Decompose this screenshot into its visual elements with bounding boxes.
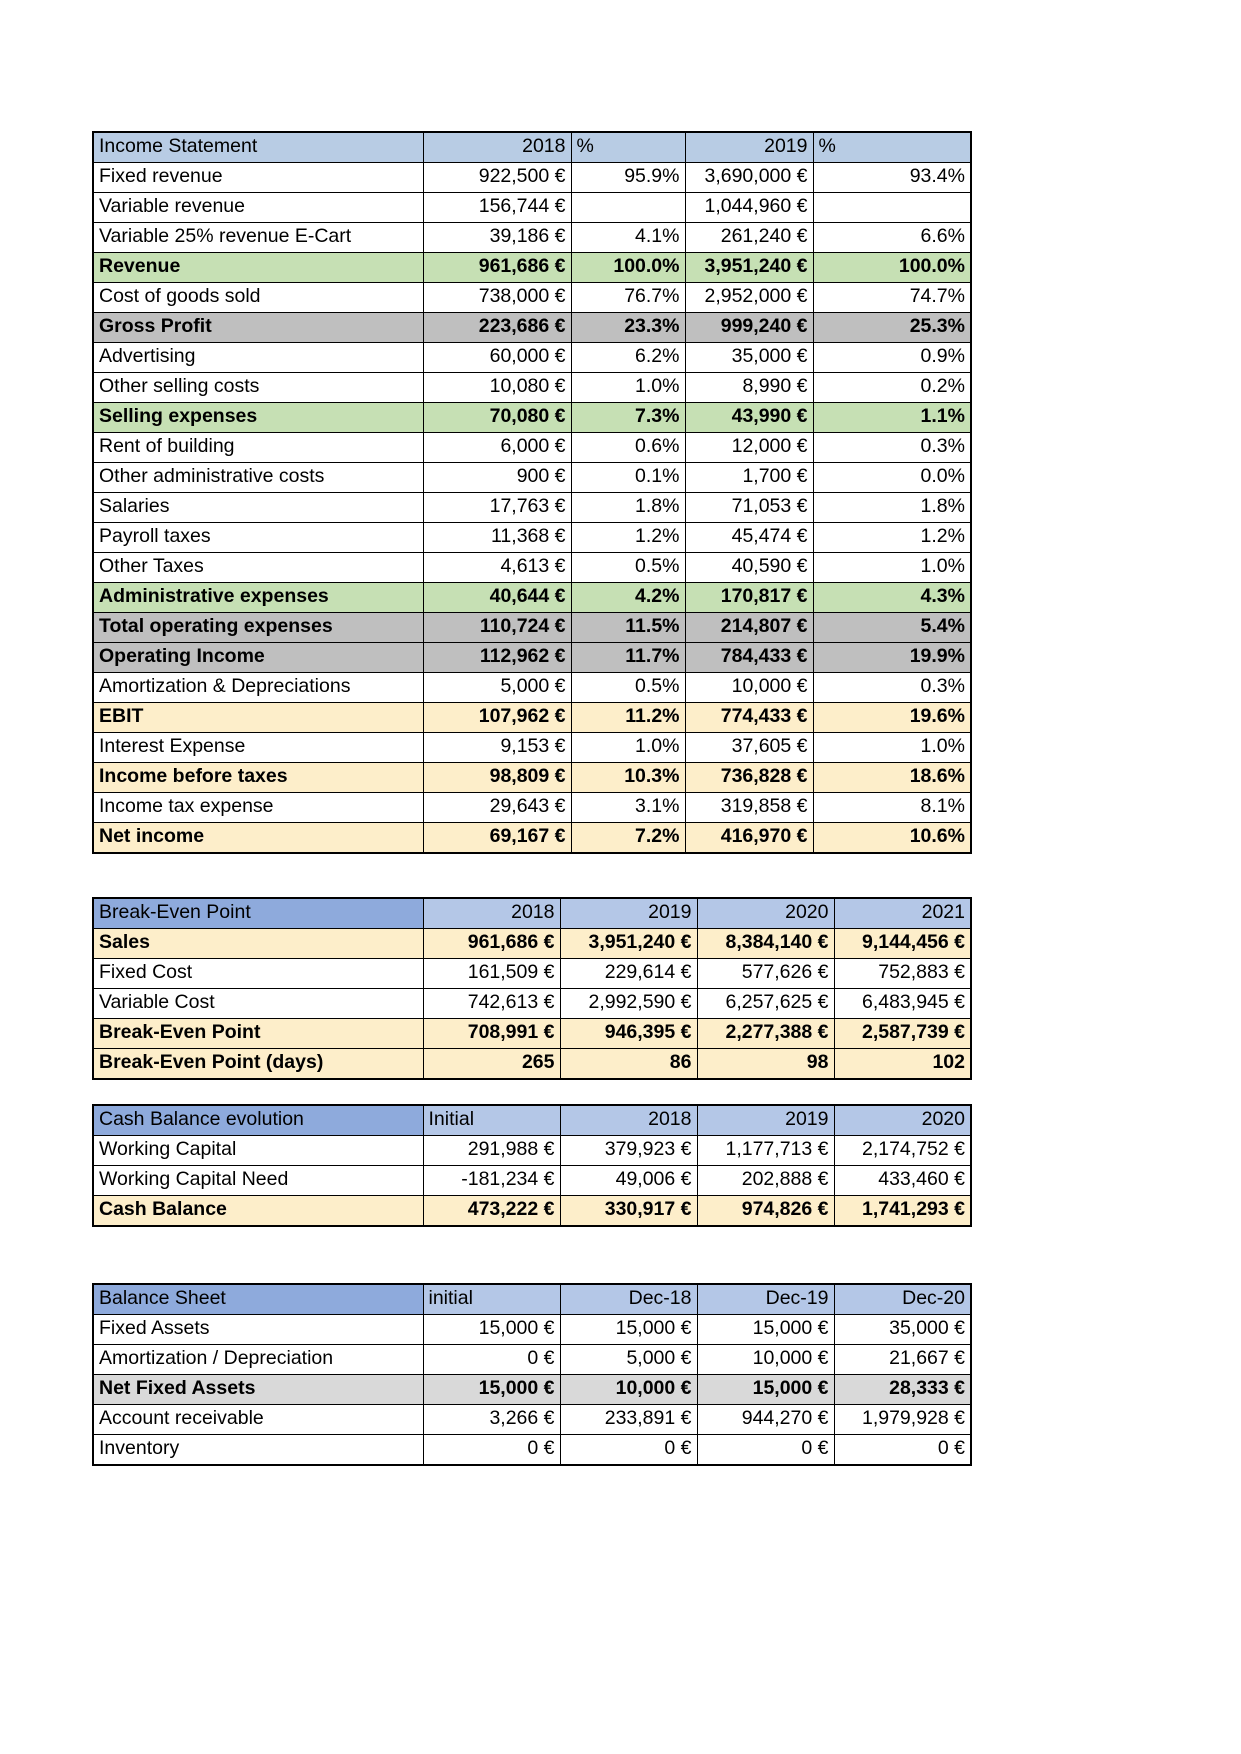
income-statement-table-block [92,131,972,854]
cell-value-3: 6,483,945 € [834,989,971,1019]
cell-value-2: 98 [697,1049,834,1080]
cell-2019-value: 45,474 € [685,523,813,553]
cell-2018-value: 11,368 € [423,523,571,553]
cell-value-3: 35,000 € [834,1315,971,1345]
cell-2019-percent: 0.2% [813,373,971,403]
column-header-1: 2018 [423,898,560,929]
row-label: Other Taxes [93,553,423,583]
cell-2019-value: 3,951,240 € [685,253,813,283]
table-row [93,433,971,463]
cell-2019-percent: 0.3% [813,673,971,703]
table-row [93,1405,971,1435]
cell-2019-percent: 74.7% [813,283,971,313]
table-row [93,1435,971,1466]
cell-value-0: 708,991 € [423,1019,560,1049]
row-label: Salaries [93,493,423,523]
table-row [93,313,971,343]
row-label: Working Capital Need [93,1166,423,1196]
table-row [93,1049,971,1080]
table-row [93,1345,971,1375]
cell-2019-value: 8,990 € [685,373,813,403]
row-label: Amortization & Depreciations [93,673,423,703]
table-row [93,493,971,523]
cell-value-0: 15,000 € [423,1375,560,1405]
row-label: Break-Even Point (days) [93,1049,423,1080]
row-label: Administrative expenses [93,583,423,613]
row-label: Revenue [93,253,423,283]
row-label: Cost of goods sold [93,283,423,313]
table-row [93,583,971,613]
table-row [93,163,971,193]
table-row [93,523,971,553]
row-label: Variable 25% revenue E-Cart [93,223,423,253]
table-row [93,403,971,433]
cell-value-3: 433,460 € [834,1166,971,1196]
cell-2018-percent: 3.1% [571,793,685,823]
table-header-row [93,1105,971,1136]
cell-value-2: 577,626 € [697,959,834,989]
row-label: Rent of building [93,433,423,463]
cell-value-1: 2,992,590 € [560,989,697,1019]
table-row [93,989,971,1019]
row-label: Variable revenue [93,193,423,223]
table-row [93,1375,971,1405]
row-label: Gross Profit [93,313,423,343]
cell-value-0: 742,613 € [423,989,560,1019]
table-row [93,793,971,823]
cell-2018-percent [571,193,685,223]
cell-2018-value: 10,080 € [423,373,571,403]
column-header-2: 2019 [560,898,697,929]
cell-2019-value: 1,700 € [685,463,813,493]
cell-2019-value: 170,817 € [685,583,813,613]
row-label: Fixed Cost [93,959,423,989]
cell-value-0: 265 [423,1049,560,1080]
table-header-row [93,898,971,929]
table-row [93,763,971,793]
cell-2019-value: 416,970 € [685,823,813,854]
break-even-table-block [92,897,972,1080]
cell-2018-percent: 10.3% [571,763,685,793]
cell-value-2: 2,277,388 € [697,1019,834,1049]
cell-value-1: 946,395 € [560,1019,697,1049]
cell-value-0: 161,509 € [423,959,560,989]
table-header-row [93,1284,971,1315]
cell-value-1: 5,000 € [560,1345,697,1375]
cell-2018-value: 110,724 € [423,613,571,643]
cell-value-2: 15,000 € [697,1315,834,1345]
row-label: Amortization / Depreciation [93,1345,423,1375]
cell-2019-percent: 18.6% [813,763,971,793]
cell-value-2: 8,384,140 € [697,929,834,959]
cell-value-3: 28,333 € [834,1375,971,1405]
cell-2018-value: 922,500 € [423,163,571,193]
row-label: Variable Cost [93,989,423,1019]
cell-2019-percent: 0.9% [813,343,971,373]
cell-2018-value: 98,809 € [423,763,571,793]
row-label: Cash Balance [93,1196,423,1227]
cell-2018-percent: 11.2% [571,703,685,733]
cell-2018-value: 107,962 € [423,703,571,733]
cell-2018-percent: 100.0% [571,253,685,283]
cell-2018-percent: 7.2% [571,823,685,854]
cell-value-2: 974,826 € [697,1196,834,1227]
cell-2019-percent: 1.0% [813,733,971,763]
cell-value-2: 0 € [697,1435,834,1466]
row-label: Inventory [93,1435,423,1466]
row-label: Sales [93,929,423,959]
cell-2019-percent: 1.0% [813,553,971,583]
column-header-4: 2021 [834,898,971,929]
table-row [93,613,971,643]
table-row [93,703,971,733]
cell-2019-percent: 5.4% [813,613,971,643]
table-row [93,553,971,583]
break-even-table [92,897,972,1080]
cell-2018-percent: 76.7% [571,283,685,313]
cell-2019-value: 37,605 € [685,733,813,763]
table-row [93,343,971,373]
cell-2018-percent: 95.9% [571,163,685,193]
cell-2019-value: 2,952,000 € [685,283,813,313]
cell-2018-percent: 1.0% [571,733,685,763]
table-row [93,959,971,989]
cell-value-2: 6,257,625 € [697,989,834,1019]
cell-2018-percent: 6.2% [571,343,685,373]
cell-2018-value: 6,000 € [423,433,571,463]
cell-2019-value: 12,000 € [685,433,813,463]
cell-value-0: 291,988 € [423,1136,560,1166]
row-label: Operating Income [93,643,423,673]
table-row [93,253,971,283]
cell-2019-percent: 93.4% [813,163,971,193]
cell-2019-percent: 1.8% [813,493,971,523]
cell-2019-percent: 19.6% [813,703,971,733]
table-row [93,1166,971,1196]
cell-2018-value: 29,643 € [423,793,571,823]
cell-2019-percent: 8.1% [813,793,971,823]
cell-2019-value: 736,828 € [685,763,813,793]
column-header-2: Dec-18 [560,1284,697,1315]
cell-2019-percent: 100.0% [813,253,971,283]
cell-2018-value: 40,644 € [423,583,571,613]
row-label: Account receivable [93,1405,423,1435]
row-label: Working Capital [93,1136,423,1166]
cell-value-3: 0 € [834,1435,971,1466]
cell-2019-value: 261,240 € [685,223,813,253]
column-header-3: 2019 [697,1105,834,1136]
cell-value-1: 15,000 € [560,1315,697,1345]
table-row [93,463,971,493]
column-header-0: Break-Even Point [93,898,423,929]
cell-2018-percent: 23.3% [571,313,685,343]
cell-value-3: 752,883 € [834,959,971,989]
cell-2019-percent: 6.6% [813,223,971,253]
cell-2019-percent: 19.9% [813,643,971,673]
cell-value-3: 2,587,739 € [834,1019,971,1049]
row-label: Selling expenses [93,403,423,433]
cell-2018-value: 70,080 € [423,403,571,433]
column-header-0: Income Statement [93,132,423,163]
cell-value-1: 330,917 € [560,1196,697,1227]
cell-2018-percent: 7.3% [571,403,685,433]
column-header-1: Initial [423,1105,560,1136]
cash-balance-table-block [92,1104,972,1227]
cell-value-1: 49,006 € [560,1166,697,1196]
row-label: Break-Even Point [93,1019,423,1049]
cell-value-2: 944,270 € [697,1405,834,1435]
cell-2019-percent [813,193,971,223]
cell-2018-percent: 1.2% [571,523,685,553]
cell-2018-value: 900 € [423,463,571,493]
cell-2018-percent: 0.6% [571,433,685,463]
cell-value-1: 379,923 € [560,1136,697,1166]
column-header-4: 2020 [834,1105,971,1136]
cell-value-2: 202,888 € [697,1166,834,1196]
cell-value-3: 21,667 € [834,1345,971,1375]
table-row [93,1196,971,1227]
cell-2019-value: 784,433 € [685,643,813,673]
column-header-0: Balance Sheet [93,1284,423,1315]
cell-value-1: 229,614 € [560,959,697,989]
column-header-0: Cash Balance evolution [93,1105,423,1136]
table-row [93,929,971,959]
cell-2018-value: 4,613 € [423,553,571,583]
cell-2018-value: 112,962 € [423,643,571,673]
table-header-row [93,132,971,163]
cell-value-1: 0 € [560,1435,697,1466]
table-row [93,283,971,313]
cell-value-2: 15,000 € [697,1375,834,1405]
cell-value-1: 86 [560,1049,697,1080]
row-label: Net Fixed Assets [93,1375,423,1405]
cell-2018-value: 223,686 € [423,313,571,343]
cell-2019-value: 71,053 € [685,493,813,523]
cell-2019-value: 999,240 € [685,313,813,343]
cell-value-0: 15,000 € [423,1315,560,1345]
row-label: EBIT [93,703,423,733]
table-row [93,733,971,763]
table-row [93,643,971,673]
cell-value-1: 10,000 € [560,1375,697,1405]
row-label: Total operating expenses [93,613,423,643]
cell-2019-percent: 0.0% [813,463,971,493]
cell-2018-value: 961,686 € [423,253,571,283]
row-label: Other selling costs [93,373,423,403]
cell-value-0: 0 € [423,1435,560,1466]
table-row [93,193,971,223]
cell-2018-value: 156,744 € [423,193,571,223]
cell-2018-value: 69,167 € [423,823,571,854]
cell-2018-percent: 11.7% [571,643,685,673]
cell-2019-value: 774,433 € [685,703,813,733]
cell-2018-value: 738,000 € [423,283,571,313]
table-row [93,673,971,703]
cell-value-1: 3,951,240 € [560,929,697,959]
cell-2018-value: 9,153 € [423,733,571,763]
cell-value-3: 2,174,752 € [834,1136,971,1166]
row-label: Net income [93,823,423,854]
cell-value-0: 3,266 € [423,1405,560,1435]
cell-2019-value: 3,690,000 € [685,163,813,193]
table-row [93,823,971,854]
column-header-2: 2018 [560,1105,697,1136]
cell-2018-percent: 11.5% [571,613,685,643]
row-label: Interest Expense [93,733,423,763]
row-label: Income tax expense [93,793,423,823]
row-label: Income before taxes [93,763,423,793]
column-header-2: % [571,132,685,163]
cell-2018-value: 17,763 € [423,493,571,523]
cell-2019-value: 10,000 € [685,673,813,703]
cell-2019-value: 319,858 € [685,793,813,823]
row-label: Payroll taxes [93,523,423,553]
column-header-3: 2020 [697,898,834,929]
column-header-4: Dec-20 [834,1284,971,1315]
cell-2018-percent: 1.8% [571,493,685,523]
cell-2019-value: 43,990 € [685,403,813,433]
table-row [93,1315,971,1345]
row-label: Fixed revenue [93,163,423,193]
balance-sheet-table-block [92,1283,972,1466]
row-label: Fixed Assets [93,1315,423,1345]
column-header-3: Dec-19 [697,1284,834,1315]
cell-value-3: 102 [834,1049,971,1080]
cell-2019-percent: 4.3% [813,583,971,613]
cell-value-2: 1,177,713 € [697,1136,834,1166]
cell-2019-value: 35,000 € [685,343,813,373]
cell-2018-percent: 0.1% [571,463,685,493]
cell-value-3: 9,144,456 € [834,929,971,959]
column-header-3: 2019 [685,132,813,163]
cell-value-0: 473,222 € [423,1196,560,1227]
table-row [93,373,971,403]
table-row [93,223,971,253]
cell-2019-value: 40,590 € [685,553,813,583]
cash-balance-table [92,1104,972,1227]
cell-value-0: 961,686 € [423,929,560,959]
cell-value-3: 1,979,928 € [834,1405,971,1435]
cell-2018-percent: 0.5% [571,553,685,583]
table-row [93,1019,971,1049]
cell-2019-percent: 10.6% [813,823,971,854]
cell-value-0: -181,234 € [423,1166,560,1196]
cell-value-2: 10,000 € [697,1345,834,1375]
cell-2019-percent: 1.2% [813,523,971,553]
table-row [93,1136,971,1166]
row-label: Advertising [93,343,423,373]
income-statement-table [92,131,972,854]
column-header-1: initial [423,1284,560,1315]
cell-2018-percent: 0.5% [571,673,685,703]
cell-2019-value: 214,807 € [685,613,813,643]
cell-2019-percent: 25.3% [813,313,971,343]
cell-value-3: 1,741,293 € [834,1196,971,1227]
cell-2018-value: 60,000 € [423,343,571,373]
column-header-4: % [813,132,971,163]
column-header-1: 2018 [423,132,571,163]
cell-value-0: 0 € [423,1345,560,1375]
cell-2019-value: 1,044,960 € [685,193,813,223]
cell-2018-value: 5,000 € [423,673,571,703]
cell-2018-value: 39,186 € [423,223,571,253]
balance-sheet-table [92,1283,972,1466]
cell-2018-percent: 4.2% [571,583,685,613]
cell-2019-percent: 0.3% [813,433,971,463]
cell-2018-percent: 1.0% [571,373,685,403]
cell-value-1: 233,891 € [560,1405,697,1435]
row-label: Other administrative costs [93,463,423,493]
cell-2019-percent: 1.1% [813,403,971,433]
cell-2018-percent: 4.1% [571,223,685,253]
